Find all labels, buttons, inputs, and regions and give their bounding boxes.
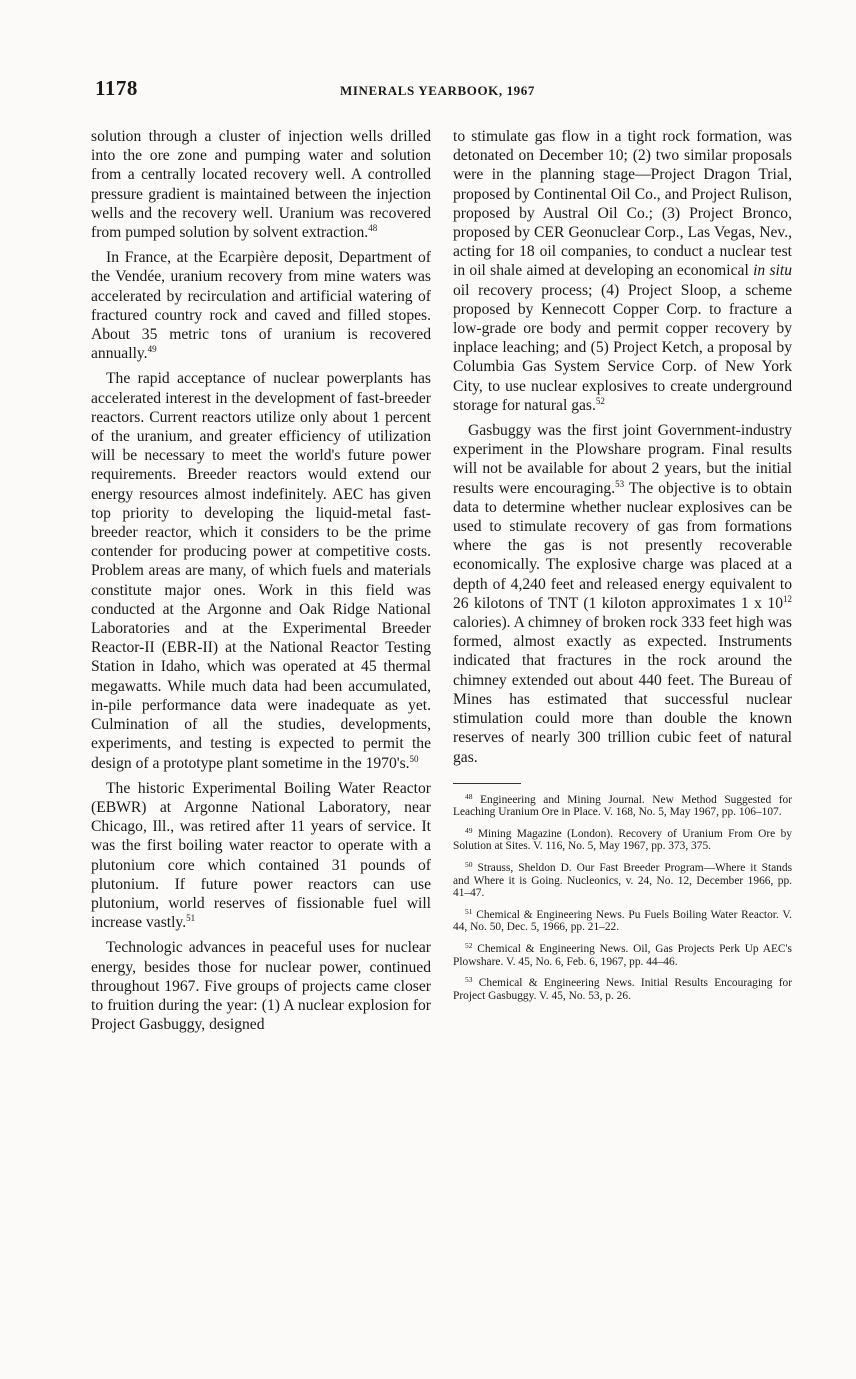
paragraph-text: to stimulate gas flow in a tight rock formation, was detonated on December 10; (2) two similar proposals were in the planning stage—Project Dragon Trial, proposed by Continental Oil Co., and Project Rulison, proposed by Austral Oil Co.; (3) Project Bronco, proposed by CER Geonuclear Corp., Las Vegas, Nev., acting for 18 oil companies, to conduct a nuclear test in oil shale aimed at developing an economical xyxy=(453,128,792,280)
paragraph-text: Technologic advances in peaceful uses for nuclear energy, besides those for nuclear power, continued throughout 1967. Five groups of projects came closer to fruition during the year: (1) A nuclear explosion for Project Gasbuggy, designed xyxy=(91,939,431,1034)
footnote-number: 48 xyxy=(465,791,473,801)
exponent: 12 xyxy=(783,593,792,604)
footnote-text: Mining Magazine (London). Recovery of Uranium From Ore by Solution at Sites. V. 116, No. 5, May 1967, pp. 373, 375. xyxy=(453,827,792,853)
footnotes xyxy=(453,791,792,1003)
footnote-ref: 50 xyxy=(409,753,419,764)
footnote-text: Chemical & Engineering News. Pu Fuels Boiling Water Reactor. V. 44, No. 50, Dec. 5, 1966, pp. 21–22. xyxy=(453,908,792,934)
right-column xyxy=(453,127,792,1011)
paragraph-text: In France, at the Ecarpière deposit, Department of the Vendée, uranium recovery from mine waters was accelerated by recirculation and artificial watering of fractured country rock and caved and filled stopes. About 35 metric tons of uranium is recovered annually. xyxy=(91,249,431,363)
footnote-ref: 49 xyxy=(147,344,157,355)
paragraph xyxy=(91,938,431,1034)
footnote xyxy=(453,943,792,968)
paragraph-text: calories). A chimney of broken rock 333 feet high was formed, almost exactly as expected. Instruments indicated that fractures in the rock around the chimney extended out about 440 feet. The Bureau of Mines has estimated that successful nuclear stimulation could more than double the known reserves of nearly 300 trillion cubic feet of natural gas. xyxy=(453,614,792,766)
paragraph xyxy=(453,421,792,767)
footnote-text: Chemical & Engineering News. Oil, Gas Projects Perk Up AEC's Plowshare. V. 45, No. 6, Feb. 6, 1967, pp. 44–46. xyxy=(453,943,792,968)
paragraph xyxy=(91,779,431,933)
paragraph-text: The objective is to obtain data to determine whether nuclear explosives can be used to stimulate recovery of gas from formations where the gas is not presently recoverable economically. The explosive charge was placed at a depth of 4,240 feet and released energy equivalent to 26 kilotons of TNT (1 kiloton approximates 1 x 10 xyxy=(453,479,792,612)
footnote-ref: 52 xyxy=(595,395,605,406)
footnote xyxy=(453,906,792,934)
footnote-number: 51 xyxy=(465,906,473,916)
paragraph-text: solution through a cluster of injection wells drilled into the ore zone and pumping water and solution from a centrally located recovery well. A controlled pressure gradient is maintained between the injection wells and the recovery well. Uranium was recovered from pumped solution by solvent extraction. xyxy=(91,128,431,242)
running-title: MINERALS YEARBOOK, 1967 xyxy=(340,83,535,98)
paragraph xyxy=(91,369,431,772)
footnote xyxy=(453,791,792,819)
footnote-divider xyxy=(453,783,521,784)
footnote xyxy=(453,825,792,853)
paragraph xyxy=(91,127,431,242)
footnote-number: 49 xyxy=(465,825,473,835)
footnote-ref: 53 xyxy=(615,478,625,489)
footnote-number: 53 xyxy=(465,975,473,985)
page-number: 1178 xyxy=(95,76,138,100)
paragraph-text: The historic Experimental Boiling Water Reactor (EBWR) at Argonne National Laboratory, near Chicago, Ill., was retired after 11 years of service. It was the first boiling water reactor to operate with a plutonium core which contained 31 pounds of plutonium. If future power reactors can use plutonium, world reserves of fissionable fuel will increase vastly. xyxy=(91,779,431,932)
paragraph xyxy=(453,127,792,415)
footnote-text: Engineering and Mining Journal. New Method Suggested for Leaching Uranium Ore in Place. V. 168, No. 5, May 1967, pp. 106–107. xyxy=(453,793,792,819)
footnote-number: 52 xyxy=(465,941,473,951)
italic-term: in situ xyxy=(753,262,792,280)
paragraph xyxy=(91,248,431,363)
footnote-number: 50 xyxy=(465,860,473,870)
footnote-text: Strauss, Sheldon D. Our Fast Breeder Program—Where it Stands and Where it is Going. Nucleonics, v. 24, No. 12, December 1966, pp. 41–47. xyxy=(453,862,792,900)
paragraph-text: The rapid acceptance of nuclear powerplants has accelerated interest in the development of fast-breeder reactors. Current reactors utilize only about 1 percent of the uranium, and greater efficiency of utilization will be necessary to meet the world's future power requirements. Breeder reactors would extend our energy resources almost indefinitely. AEC has given top priority to developing the liquid-metal fast-breeder reactor, which it considers to be the prime contender for producing power at competitive costs. Problem areas are many, of which fuels and materials constitute major ones. Work in this field was conducted at the Argonne and Oak Ridge National Laboratories and at the Experimental Breeder Reactor-II (EBR-II) at the National Reactor Testing Station in Idaho, which was operated at 45 thermal megawatts. While much data had been accumulated, in-pile performance data were inadequate as yet. Culmination of all the studies, developments, experiments, and testing is expected to permit the design of a prototype plant sometime in the 1970's. xyxy=(91,370,431,772)
footnote xyxy=(453,862,792,900)
left-column xyxy=(91,127,431,1040)
paragraph-text: Gasbuggy was the first joint Government-industry experiment in the Plowshare program. Final results will not be available for about 2 years, but the initial results were encouraging. xyxy=(453,422,792,497)
paragraph-text: oil recovery process; (4) Project Sloop, a scheme proposed by Kennecott Copper Corp. to fracture a low-grade ore body and permit copper recovery by inplace leaching; and (5) Project Ketch, a proposal by Columbia Gas System Service Corp. of New York City, to use nuclear explosives to create underground storage for natural gas. xyxy=(453,281,792,414)
footnote-ref: 51 xyxy=(186,913,196,924)
footnote-text: Chemical & Engineering News. Initial Results Encouraging for Project Gasbuggy. V. 45, No. 53, p. 26. xyxy=(453,977,792,1002)
footnote xyxy=(453,977,792,1002)
footnote-ref: 48 xyxy=(368,223,378,234)
